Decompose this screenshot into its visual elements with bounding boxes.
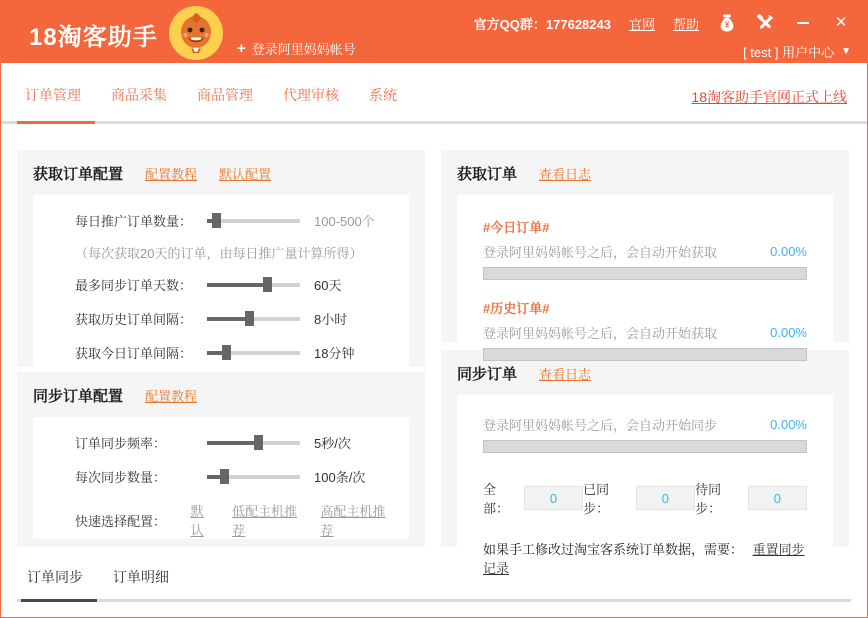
official-site-link[interactable]: 官网 [628, 16, 655, 32]
sync-config-tutorial-link[interactable]: 配置教程 [145, 389, 198, 404]
tab-system[interactable]: 系统 [369, 87, 397, 103]
sync-counters [483, 479, 807, 517]
slider-thumb[interactable] [263, 277, 272, 292]
today-interval-slider[interactable] [207, 345, 300, 360]
minimize-button[interactable] [793, 13, 813, 33]
history-interval-label: 获取历史订单间隔： [75, 312, 193, 327]
sync-orders-desc: 登录阿里妈妈帐号之后，会自动开始同步 [483, 418, 718, 433]
sync-frequency-label: 订单同步频率： [75, 436, 167, 451]
sync-frequency-row [75, 433, 409, 452]
bottom-tab-divider [17, 599, 851, 602]
today-interval-row [75, 343, 409, 362]
active-tab-indicator [17, 121, 95, 124]
sync-frequency-value: 5秒/次 [314, 436, 351, 451]
tab-order-detail[interactable]: 订单明细 [113, 569, 169, 585]
help-link[interactable]: 帮助 [672, 16, 699, 32]
sync-batch-row [75, 467, 409, 486]
counter-pending-value: 0 [748, 486, 807, 510]
minimize-icon [797, 22, 809, 24]
slider-thumb[interactable] [254, 435, 263, 450]
tab-product-management[interactable]: 商品管理 [197, 87, 253, 103]
svg-text:¥: ¥ [724, 20, 730, 30]
quick-low-spec-link[interactable]: 低配主机推荐 [232, 504, 298, 538]
sync-orders-percent: 0.00% [770, 417, 807, 432]
config-tutorial-link[interactable]: 配置教程 [145, 167, 198, 182]
close-button[interactable]: × [835, 12, 847, 33]
user-center-label: [ test ] 用户中心 [743, 45, 835, 60]
content [1, 124, 867, 576]
sync-orders-header [457, 363, 833, 384]
tab-order-management[interactable]: 订单管理 [25, 87, 81, 103]
app-title: 18淘客助手 [29, 24, 158, 51]
mascot-avatar-icon [169, 6, 223, 60]
sync-order-config-panel [17, 372, 425, 547]
counter-all [483, 479, 583, 517]
qq-group-number: 官方QQ群：177628243 [473, 16, 611, 32]
sync-orders-body [457, 395, 833, 577]
max-sync-days-value: 60天 [314, 278, 342, 293]
slider-thumb[interactable] [222, 345, 231, 360]
sync-config-header [33, 385, 409, 406]
sync-orders-title: 同步订单 [457, 366, 518, 383]
sync-orders-progress-bar [483, 440, 807, 453]
max-sync-days-row [75, 275, 409, 294]
fetch-config-header [33, 163, 409, 184]
fetch-orders-panel [441, 150, 849, 342]
fetch-orders-body [457, 195, 833, 361]
history-orders-tag: #历史订单# [483, 301, 550, 316]
max-sync-days-label: 最多同步订单天数： [75, 278, 193, 293]
today-orders-percent: 0.00% [770, 244, 807, 259]
titlebar-actions [474, 13, 851, 33]
sync-batch-value: 100条/次 [314, 470, 366, 485]
sync-orders-panel [441, 350, 849, 576]
sync-frequency-slider[interactable] [207, 435, 300, 450]
quick-high-spec-link[interactable]: 高配主机推荐 [320, 504, 386, 538]
history-orders-desc: 登录阿里妈妈帐号之后，会自动开始获取 [483, 326, 718, 341]
history-orders-percent: 0.00% [770, 325, 807, 340]
titlebar [1, 1, 867, 63]
counter-synced-label: 已同步： [583, 482, 610, 516]
history-interval-value: 8小时 [314, 312, 348, 327]
max-sync-days-slider[interactable] [207, 277, 300, 292]
fetch-order-config-panel [17, 150, 425, 367]
slider-thumb[interactable] [212, 213, 221, 228]
chevron-down-icon: ▼ [841, 46, 851, 57]
sync-config-body [33, 417, 409, 539]
tab-agent-review[interactable]: 代理审核 [283, 87, 339, 103]
quick-default-link[interactable]: 默认 [190, 504, 204, 538]
daily-order-count-slider[interactable] [207, 213, 300, 228]
user-center-menu[interactable] [743, 42, 851, 61]
today-orders-desc: 登录阿里妈妈帐号之后，会自动开始获取 [483, 245, 718, 260]
counter-all-value: 0 [524, 486, 583, 510]
counter-synced-value: 0 [636, 486, 695, 510]
today-orders-desc-row [483, 242, 807, 261]
sync-batch-slider[interactable] [207, 469, 300, 484]
slider-thumb[interactable] [245, 311, 254, 326]
history-orders-desc-row [483, 323, 807, 342]
daily-order-count-row [75, 211, 409, 230]
counter-synced [583, 479, 695, 517]
today-interval-label: 获取今日订单间隔： [75, 346, 193, 361]
plus-icon: + [237, 40, 246, 57]
fetch-orders-title: 获取订单 [457, 166, 518, 183]
sync-config-title: 同步订单配置 [33, 388, 124, 405]
history-interval-slider[interactable] [207, 311, 300, 326]
fetch-config-note: （每次获取20天的订单，由每日推广量计算所得） [75, 246, 363, 261]
daily-order-count-label: 每日推广订单数量： [75, 214, 193, 229]
right-column [441, 150, 849, 576]
left-column [17, 150, 425, 547]
quick-config-row [75, 501, 409, 539]
bottom-tabs [17, 559, 851, 602]
bottom-active-tab-indicator [21, 599, 97, 602]
tab-product-collection[interactable]: 商品采集 [111, 87, 167, 103]
today-orders-progress-bar [483, 267, 807, 280]
login-ali-mama-label: 登录阿里妈妈帐号 [251, 42, 356, 57]
slider-thumb[interactable] [220, 469, 229, 484]
fetch-config-title: 获取订单配置 [33, 166, 124, 183]
login-ali-mama-link[interactable] [237, 39, 356, 58]
history-interval-row [75, 309, 409, 328]
nav-divider [1, 121, 867, 124]
daily-order-count-value: 100-500个 [314, 214, 375, 229]
fetch-config-body [33, 195, 409, 377]
sync-batch-label: 每次同步数量： [75, 470, 167, 485]
sync-orders-log-link[interactable]: 查看日志 [539, 367, 592, 382]
sync-orders-desc-row [483, 415, 807, 434]
official-site-announcement-link[interactable]: 18淘客助手官网正式上线 [691, 89, 847, 105]
fetch-orders-log-link[interactable]: 查看日志 [539, 167, 592, 182]
counter-pending [695, 479, 807, 517]
today-orders-tag: #今日订单# [483, 220, 550, 235]
today-interval-value: 18分钟 [314, 346, 355, 361]
money-bag-icon[interactable] [717, 13, 737, 33]
quick-config-label: 快速选择配置： [75, 513, 167, 529]
reset-note: 如果手工修改过淘宝客系统订单数据，需要： [483, 542, 744, 557]
tab-order-sync[interactable]: 订单同步 [27, 569, 83, 585]
default-config-link[interactable]: 默认配置 [219, 167, 272, 182]
fetch-orders-header [457, 163, 833, 184]
main-nav [1, 63, 867, 124]
history-orders-progress-bar [483, 348, 807, 361]
tools-icon[interactable] [755, 13, 775, 33]
counter-all-label: 全部： [483, 482, 510, 516]
bottom-tab-row [17, 559, 851, 599]
counter-pending-label: 待同步： [695, 482, 722, 516]
reset-sync-record-link[interactable]: 重置同步记录 [483, 542, 805, 576]
